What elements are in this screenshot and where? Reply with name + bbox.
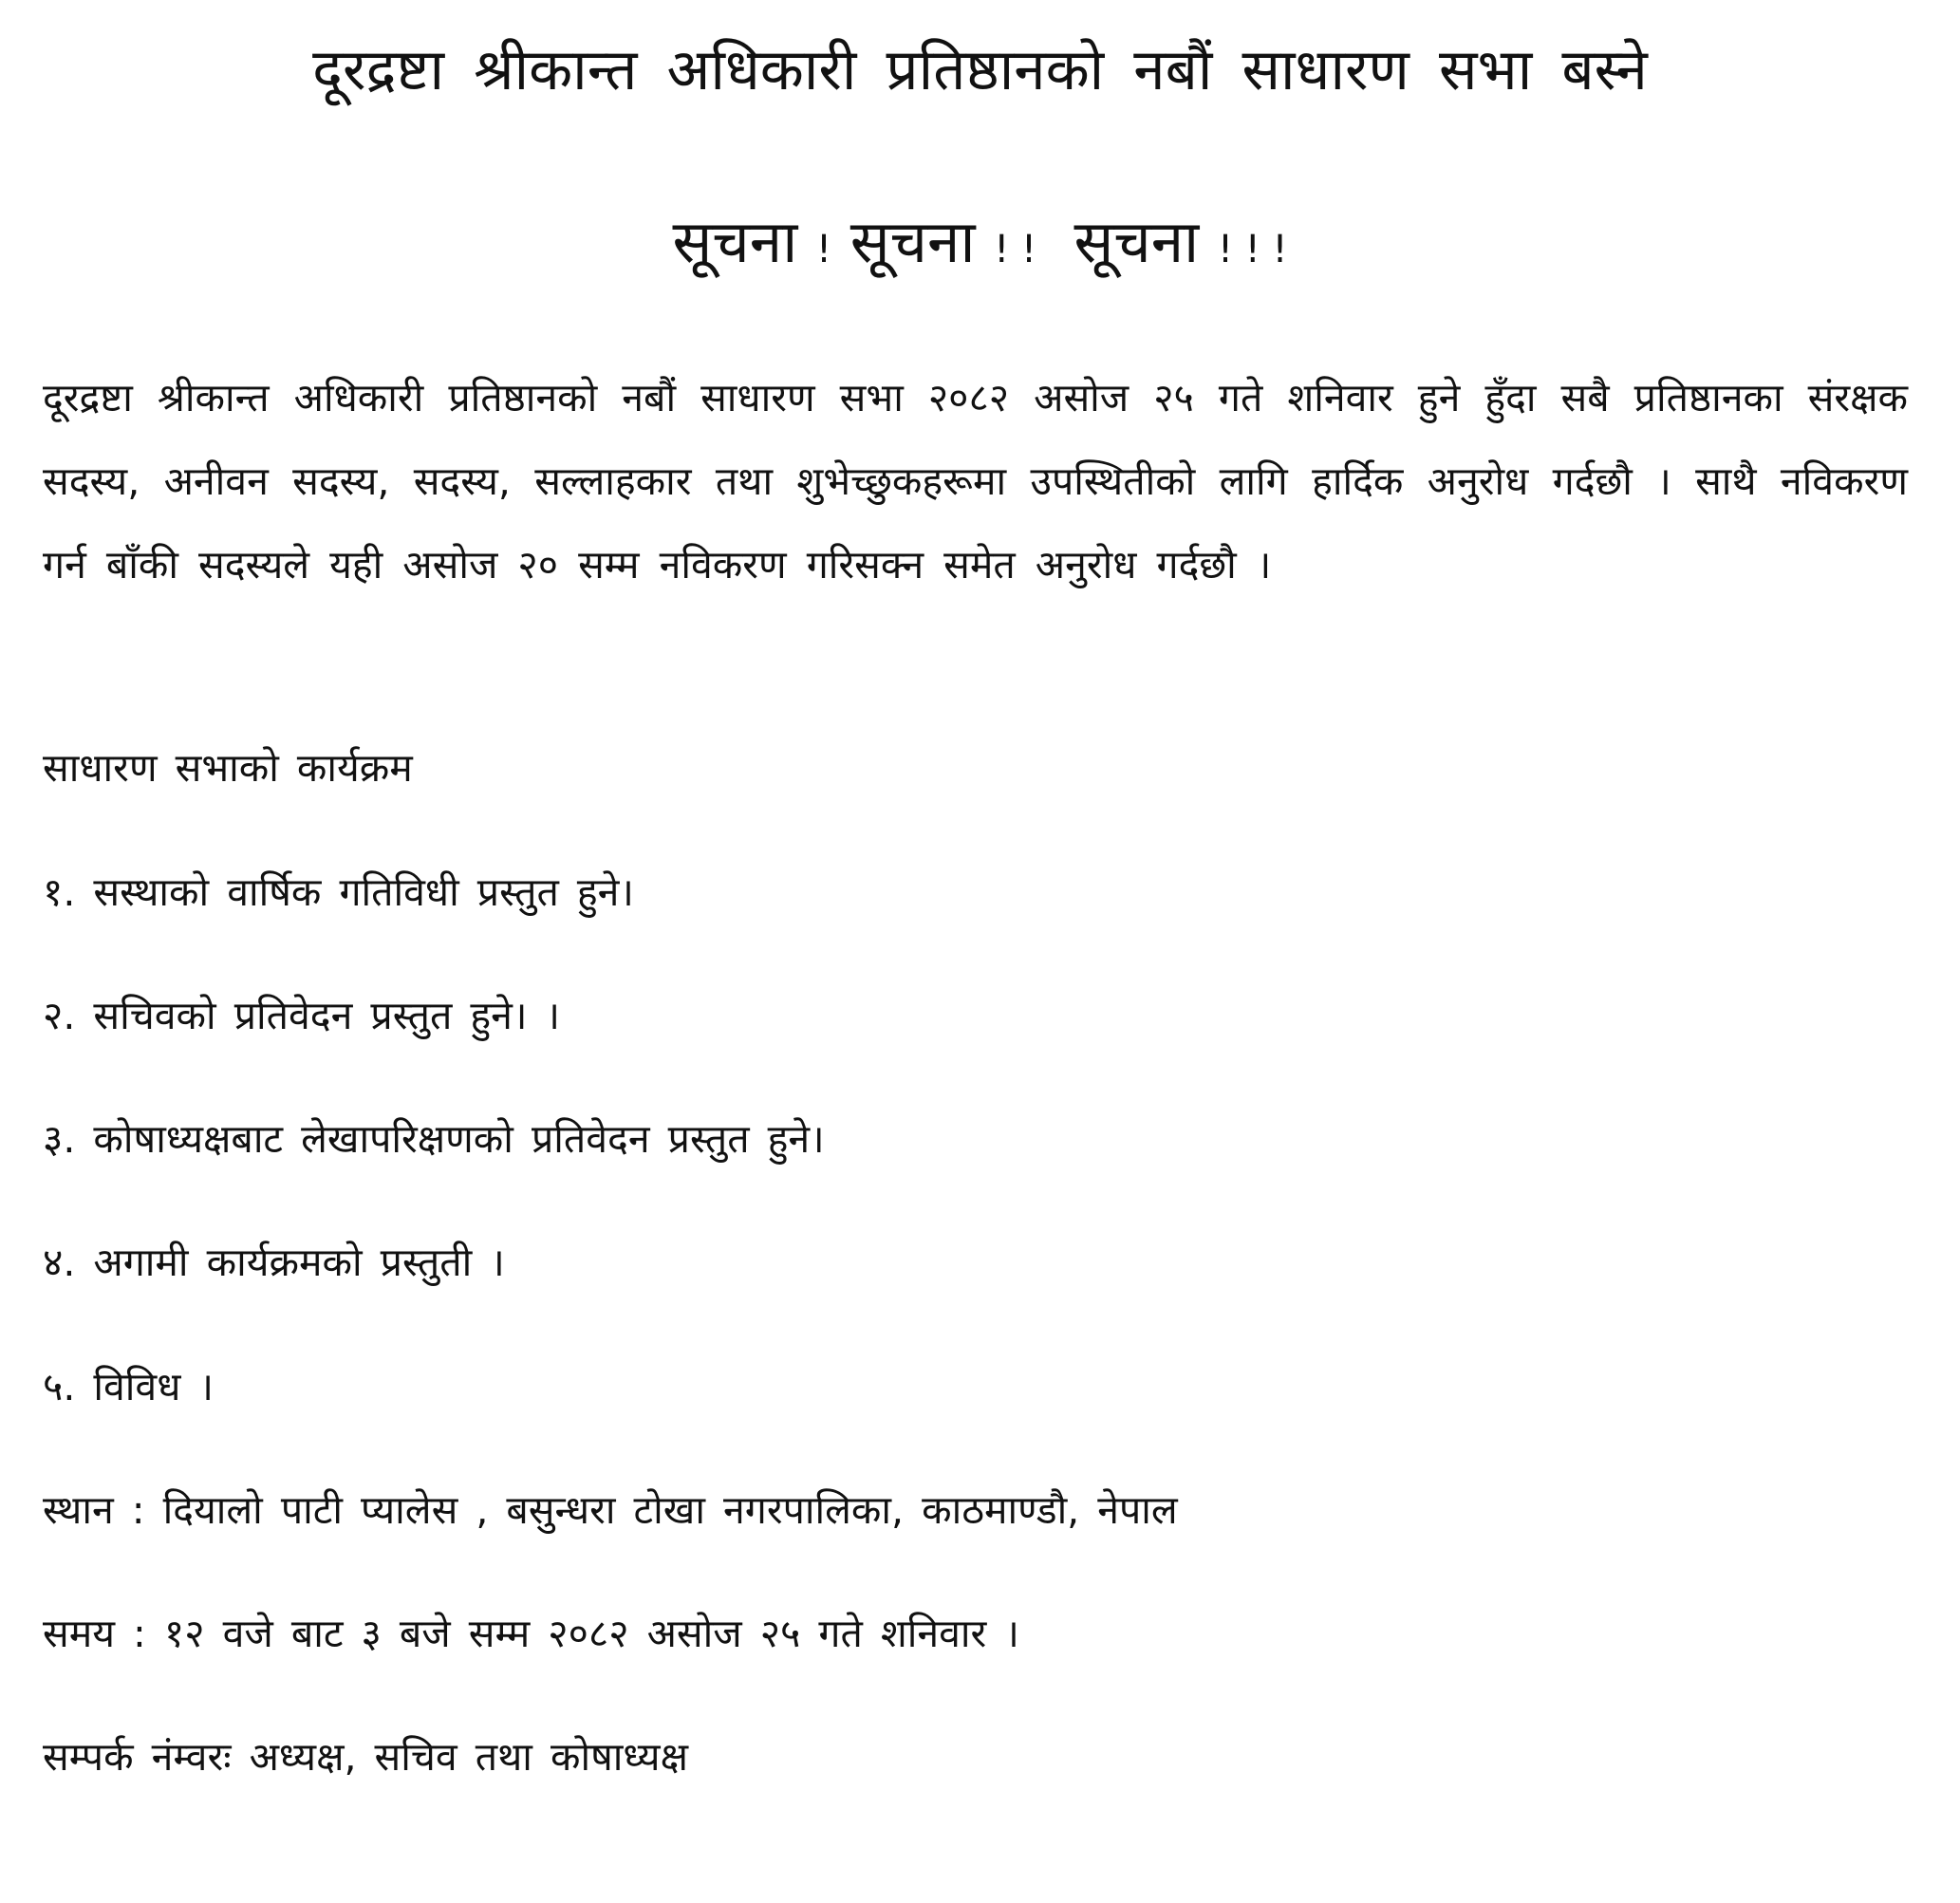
agenda-item: ५. विविध । [43,1364,215,1409]
notice-banner [0,207,1960,277]
notice-mark-2: ! ! [994,228,1037,271]
agenda-item: ३. कोषाध्यक्षबाट लेखापरिक्षणको प्रतिवेदन प्रस्तुत हुने। [43,1116,825,1162]
agenda-heading: साधारण सभाको कार्यक्रम [43,745,413,791]
agenda-item: १. सस्थाको वार्षिक गतिविधी प्रस्तुत हुने। [43,869,634,915]
notice-word-3: सूचना [1073,207,1200,276]
agenda-item: २. सचिवको प्रतिवेदन प्रस्तुत हुने। । [43,993,561,1038]
notice-mark-3: ! ! ! [1217,228,1288,271]
document-title: दूरद्रष्टा श्रीकान्त अधिकारी प्रतिष्ठानको नबौं साधारण सभा बस्ने [312,37,1648,103]
notice-mark-1: ! [815,228,832,271]
time-line: समय : १२ वजे बाट ३ बजे सम्म २०८२ असोज २५ गते शनिवार । [43,1611,1019,1656]
notice-word-2: सूचना [849,207,976,276]
contact-line: सम्पर्क नंम्वरः अध्यक्ष, सचिव तथा कोषाध्यक्ष [43,1734,688,1780]
notice-word-1: सूचना [672,207,798,276]
venue-line: स्थान : दियालो पाटी प्यालेस , बसुन्धरा टोखा नगरपालिका, काठमाण्डौ, नेपाल [43,1487,1178,1533]
announcement-paragraph: दूरद्रष्टा श्रीकान्त अधिकारी प्रतिष्ठानको नबौं साधारण सभा २०८२ असोज २५ गते शनिवार हुने हुँदा सबै प्रतिष्ठानका संरक्षक सदस्य, अनीवन सदस्य, सदस्य, सल्लाहकार तथा शुभेच्छुकहरूमा उपस्थितीको लागि हार्दिक अनुरोध गर्दछौ । साथै नविकरण गर्न बाँकी सदस्यले यही असोज २० सम्म नविकरण गरिसक्न समेत अनुरोध गर्दछौ । [43,375,1908,588]
agenda-item: ४. अगामी कार्यक्रमको प्रस्तुती । [43,1240,505,1285]
